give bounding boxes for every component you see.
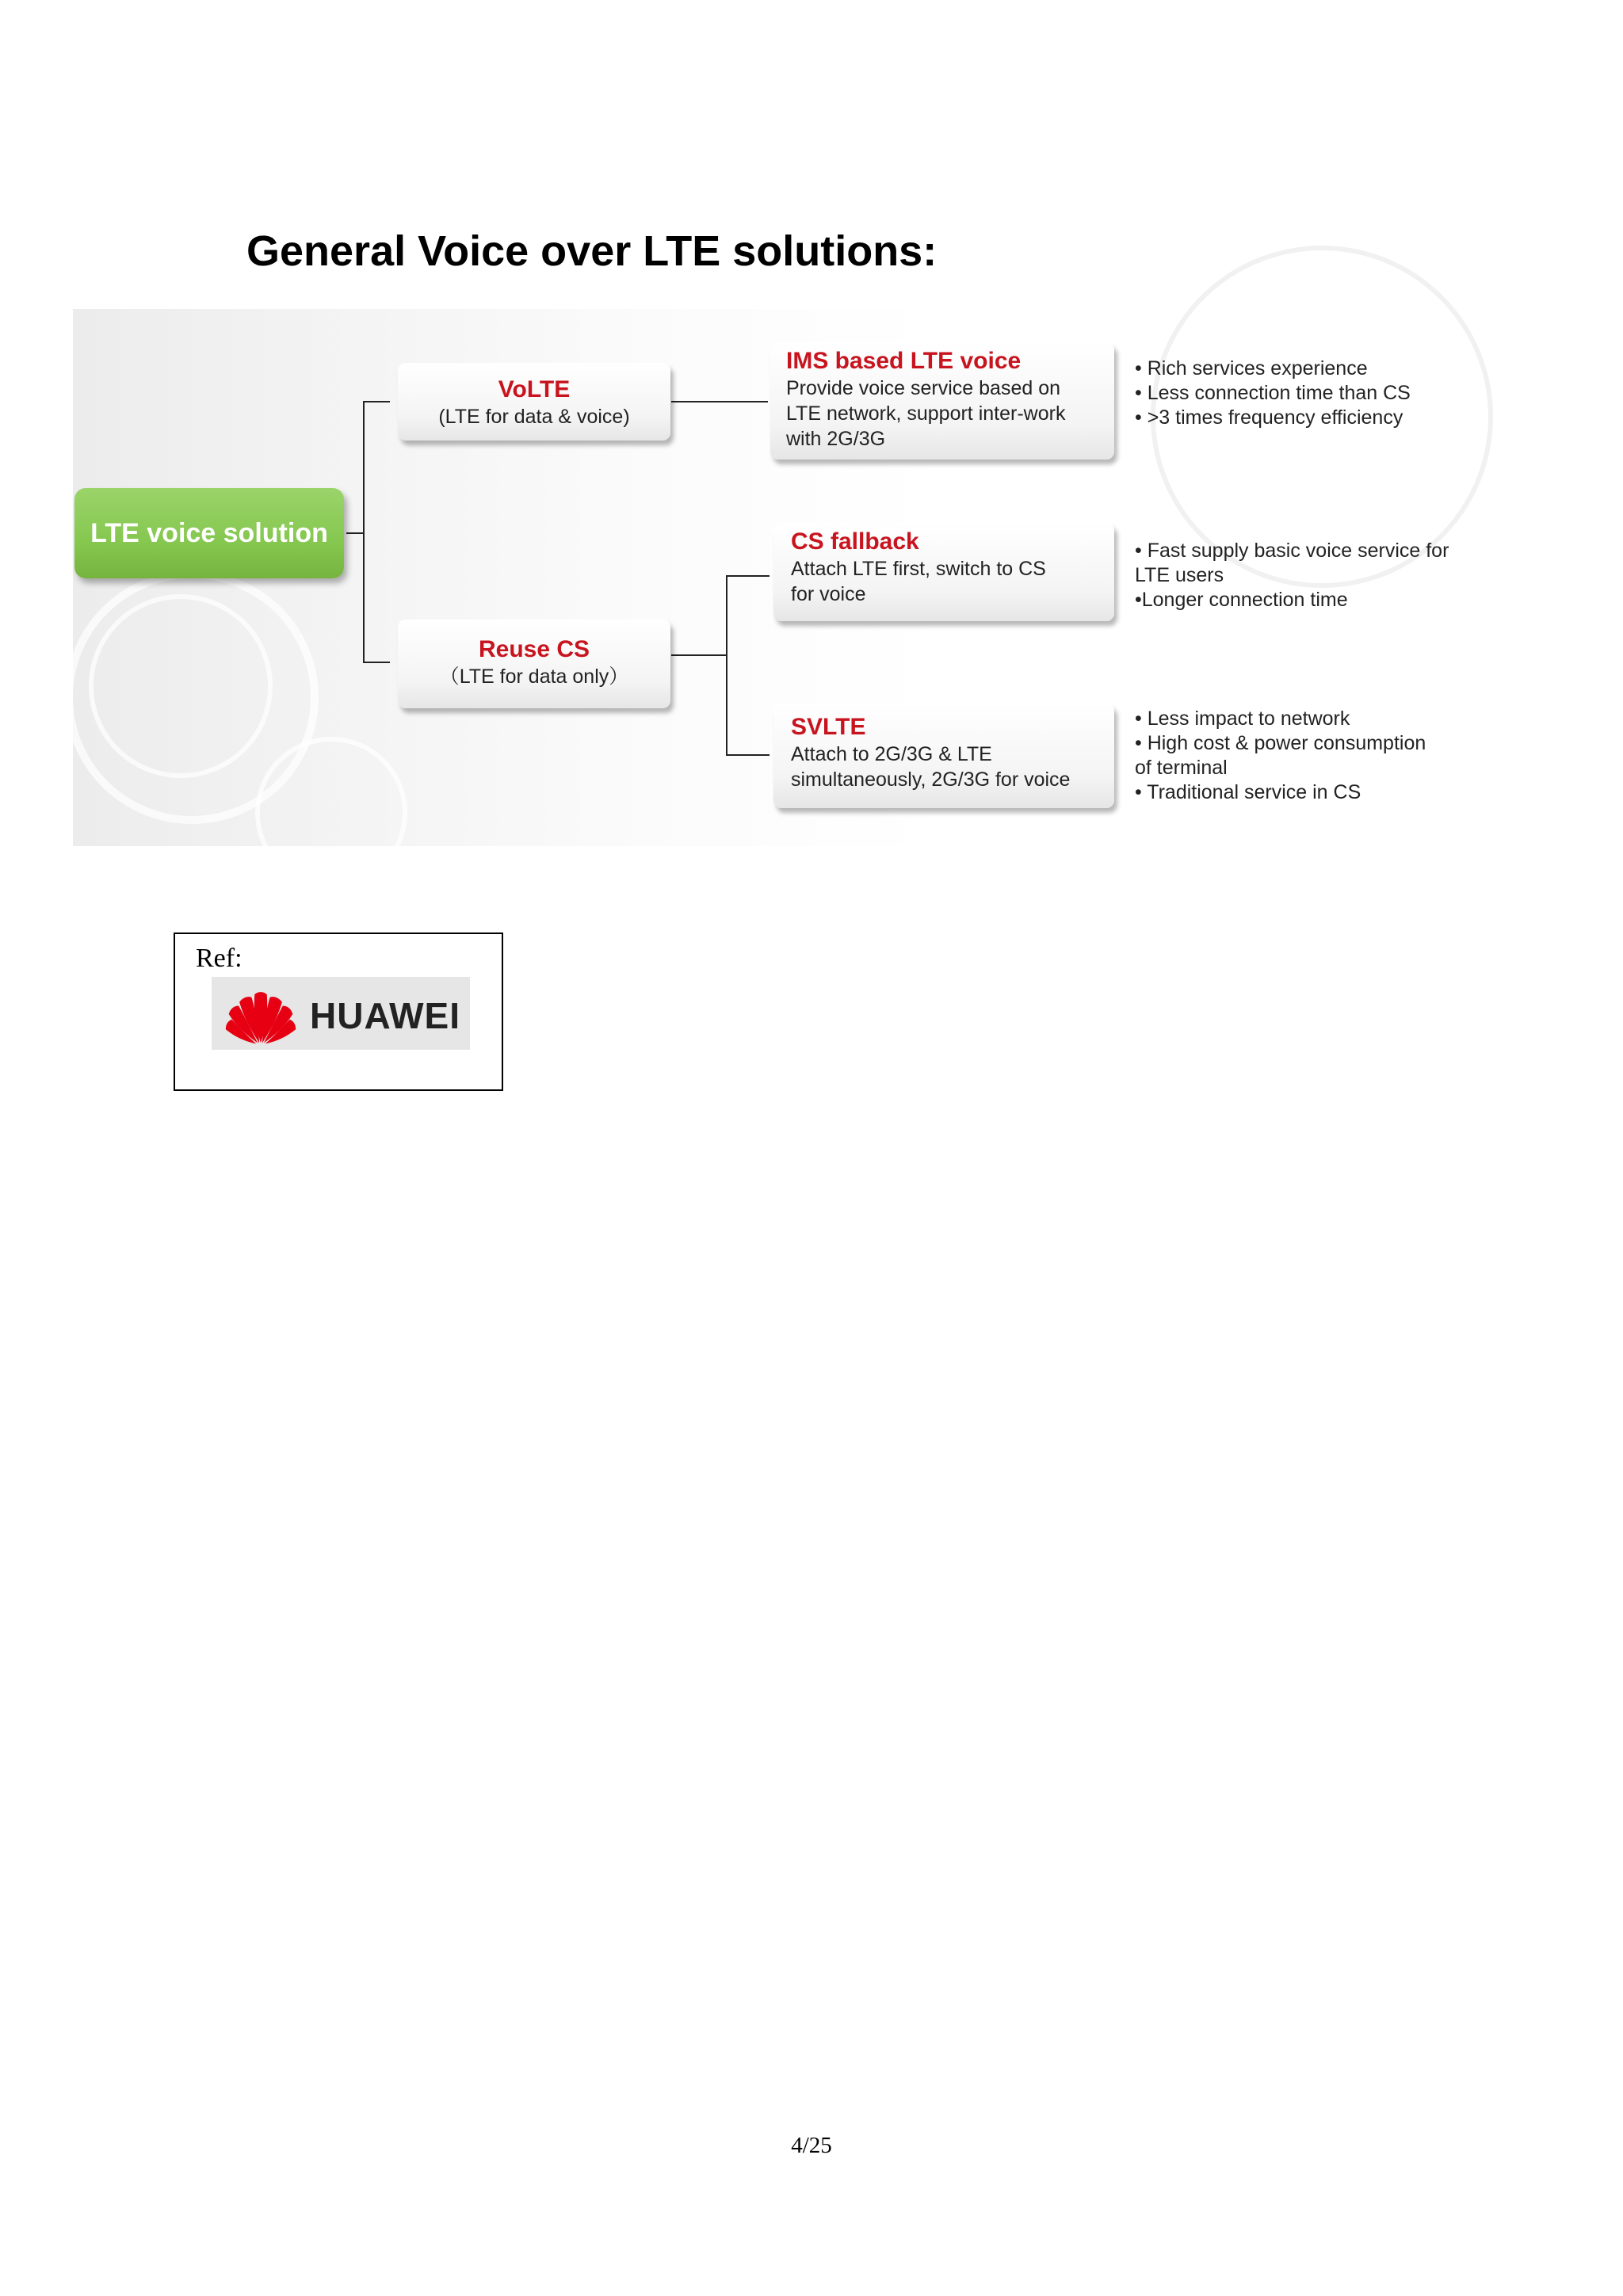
reuse-cs-node (398, 620, 670, 708)
svlte-title: SVLTE (791, 714, 866, 740)
cs-fallback-bullet: •Longer connection time (1135, 589, 1348, 611)
ims-line: LTE network, support inter-work (786, 402, 1066, 425)
ims-bullet: • Less connection time than CS (1135, 382, 1411, 404)
svlte-node (773, 704, 1114, 808)
huawei-logo (212, 977, 470, 1050)
decorative-ring (255, 737, 407, 889)
connector-line (671, 654, 727, 656)
root-label: LTE voice solution (90, 517, 328, 548)
cs-fallback-line: Attach LTE first, switch to CS (791, 558, 1046, 580)
logo-text: HUAWEI (310, 995, 460, 1036)
lte-voice-diagram (73, 309, 1507, 846)
root-node (74, 488, 344, 578)
ims-bullet: • Rich services experience (1135, 357, 1368, 379)
ims-title: IMS based LTE voice (786, 348, 1022, 374)
ims-bullets (1135, 357, 1411, 430)
page-number: 4/25 (791, 2133, 832, 2158)
reuse-cs-subtitle: （LTE for data only） (439, 666, 629, 688)
svlte-bullet: of terminal (1135, 757, 1228, 779)
volte-node (398, 363, 670, 441)
ims-line: with 2G/3G (786, 428, 886, 450)
svlte-line: Attach to 2G/3G & LTE (791, 743, 992, 765)
volte-subtitle: (LTE for data & voice) (438, 406, 630, 428)
reuse-cs-title: Reuse CS (478, 636, 590, 662)
svlte-bullets (1135, 707, 1426, 805)
connector-line (363, 662, 390, 663)
connector-line (363, 401, 365, 662)
reference-label: Ref: (196, 944, 242, 973)
ims-bullet: • >3 times frequency efficiency (1135, 406, 1403, 429)
page-title: General Voice over LTE solutions: (246, 227, 938, 275)
connector-line (726, 754, 769, 756)
ims-node (770, 342, 1114, 460)
cs-fallback-bullets (1135, 539, 1449, 612)
svlte-bullet: • High cost & power consumption (1135, 732, 1426, 754)
cs-fallback-bullet: • Fast supply basic voice service for (1135, 540, 1449, 562)
connector-line (346, 532, 364, 534)
ims-line: Provide voice service based on (786, 377, 1061, 399)
svlte-line: simultaneously, 2G/3G for voice (791, 769, 1071, 791)
connector-line (726, 575, 727, 756)
cs-fallback-node (773, 523, 1114, 621)
connector-line (671, 401, 768, 402)
decorative-ring (89, 594, 273, 778)
connector-line (726, 575, 769, 577)
cs-fallback-line: for voice (791, 583, 866, 605)
cs-fallback-bullet: LTE users (1135, 564, 1224, 586)
connector-line (363, 401, 390, 402)
huawei-flower-icon (223, 983, 299, 1045)
svlte-bullet: • Traditional service in CS (1135, 781, 1361, 803)
cs-fallback-title: CS fallback (791, 528, 919, 555)
reference-box (174, 933, 503, 1091)
svlte-bullet: • Less impact to network (1135, 707, 1350, 730)
volte-title: VoLTE (498, 376, 571, 402)
